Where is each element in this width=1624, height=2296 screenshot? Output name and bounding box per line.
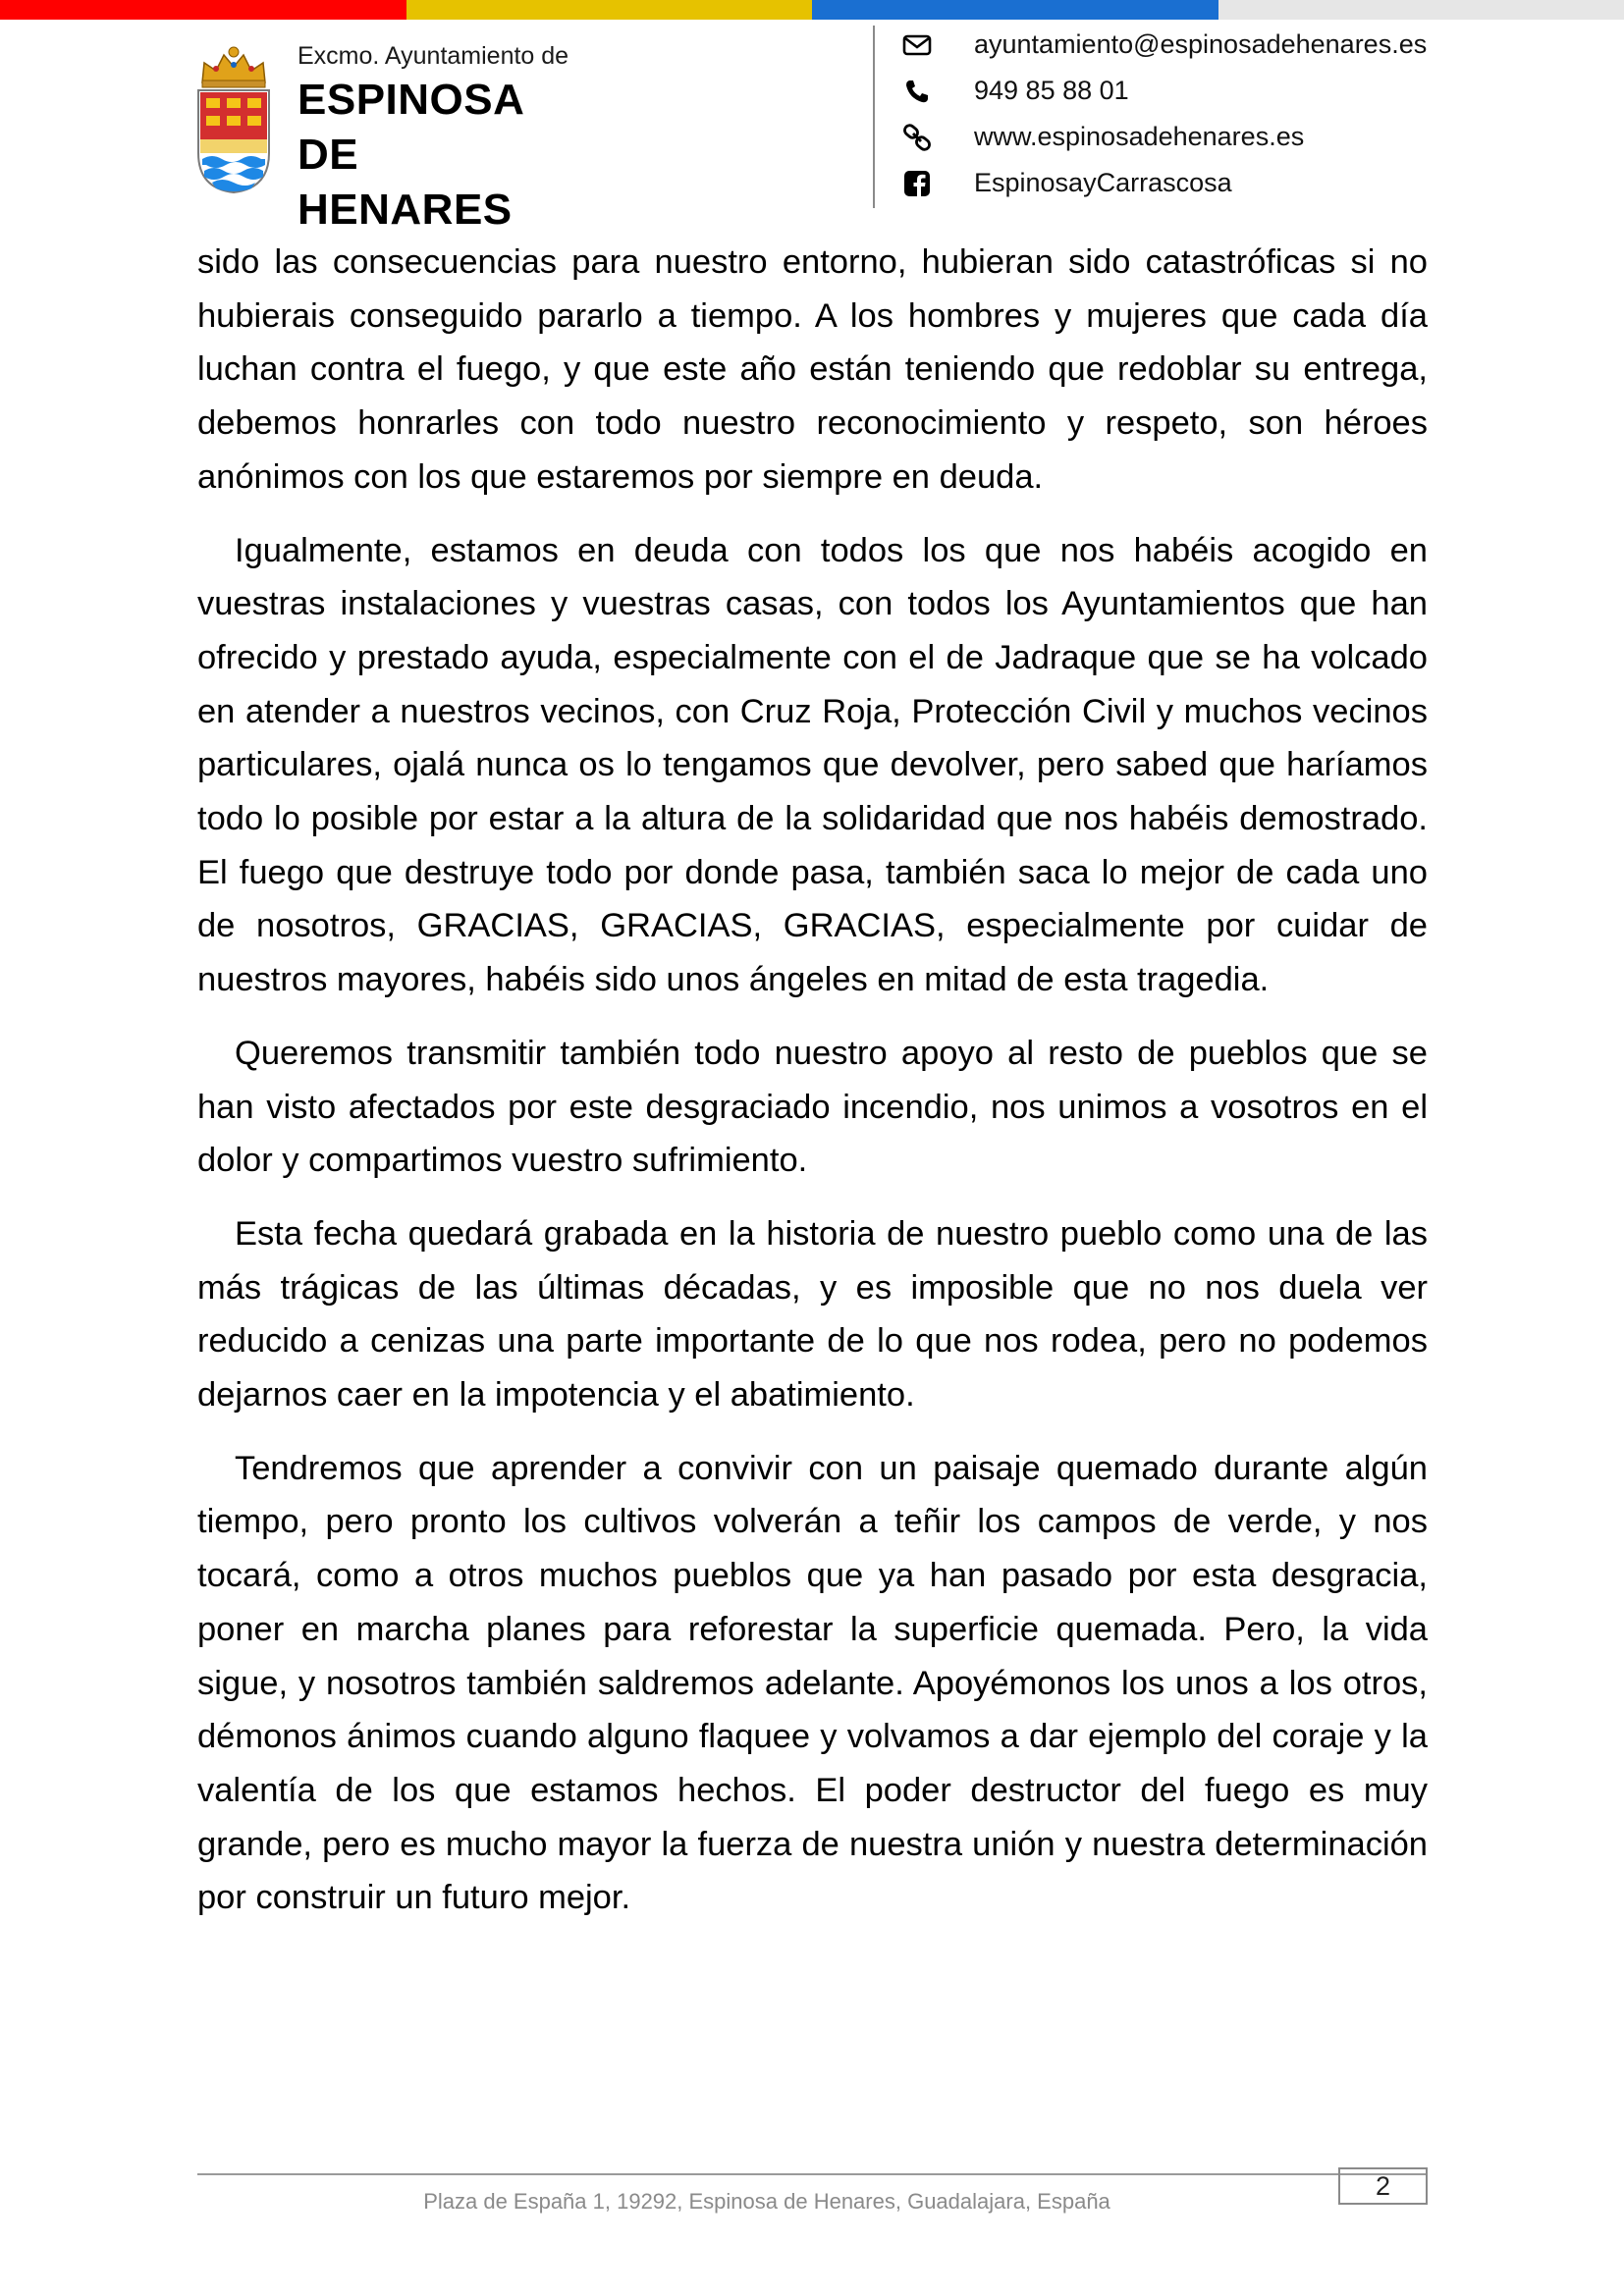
brand-color-bar	[0, 0, 1624, 20]
org-name	[298, 39, 592, 238]
footer-address: Plaza de España 1, 19292, Espinosa de Henares, Guadalajara, España	[423, 2189, 1110, 2214]
page-footer	[197, 2173, 1428, 2213]
coat-of-arms	[194, 45, 273, 194]
paragraph-history: Esta fecha quedará grabada en la historia de nuestro pueblo como una de las más trágicas de las últimas décadas, y es imposible que no nos duela ver reducido a cenizas una parte importante de lo que nos rodea, pero no podemos dejarnos caer en la impotencia y el abatimiento.	[197, 1214, 1428, 1415]
contact-phone[interactable]	[899, 68, 1616, 114]
phone-icon	[899, 75, 935, 108]
contact-list	[899, 22, 1616, 206]
facebook-icon	[899, 167, 935, 200]
brand-stripe-blue	[812, 0, 1218, 20]
letter-body	[197, 236, 1428, 1945]
contact-email-text: ayuntamiento@espinosadehenares.es	[974, 29, 1428, 59]
contact-facebook[interactable]	[899, 160, 1616, 206]
brand-stripe-red	[0, 0, 406, 20]
link-icon	[899, 121, 935, 154]
footer-divider	[197, 2173, 1428, 2175]
contact-facebook-text: EspinosayCarrascosa	[974, 168, 1232, 197]
letterhead	[0, 20, 1624, 234]
org-prefix: Excmo. Ayuntamiento de	[298, 42, 569, 70]
paragraph-future: Tendremos que aprender a convivir con un paisaje quemado durante algún tiempo, pero pronto los cultivos volverán a teñir los campos de verde, y nos tocará, como a otros muchos pueblos que ya han pasado por esta desgracia, poner en marcha planes para reforestar la superficie quemada. Pero, la vida sigue, y nosotros también saldremos adelante. Apoyémonos los unos a los otros, démonos ánimos cuando alguno flaquee y volvamos a dar ejemplo del coraje y la valentía de los que estamos hechos. El poder destructor del fuego es muy grande, pero es mucho mayor la fuerza de nuestra unión y nuestra determinación por construir un futuro mejor.	[197, 1449, 1428, 1917]
org-title-line-1: ESPINOSA DE	[298, 76, 523, 179]
contact-website-text: www.espinosadehenares.es	[974, 122, 1305, 151]
paragraph-continuation: sido las consecuencias para nuestro entorno, hubieran sido catastróficas si no hubierais conseguido pararlo a tiempo. A los hombres y mujeres que cada día luchan contra el fuego, y que este año están teniendo que redoblar su entrega, debemos honrarles con todo nuestro reconocimiento y respeto, son héroes anónimos con los que estaremos por siempre en deuda.	[197, 243, 1428, 496]
brand-stripe-grey	[1218, 0, 1624, 20]
contact-phone-text: 949 85 88 01	[974, 76, 1129, 105]
page-number: 2	[1338, 2167, 1428, 2205]
header-divider	[873, 26, 875, 208]
brand-stripe-yellow	[406, 0, 813, 20]
contact-email[interactable]	[899, 22, 1616, 68]
paragraph-support: Queremos transmitir también todo nuestro apoyo al resto de pueblos que se han visto afectados por este desgraciado incendio, nos unimos a vosotros en el dolor y compartimos vuestro sufrimiento.	[197, 1034, 1428, 1180]
paragraph-gratitude: Igualmente, estamos en deuda con todos los que nos habéis acogido en vuestras instalaciones y vuestras casas, con todos los Ayuntamientos que han ofrecido y prestado ayuda, especialmente con el de Jadraque que se ha volcado en atender a nuestros vecinos, con Cruz Roja, Protección Civil y muchos vecinos particulares, ojalá nunca os lo tengamos que devolver, pero sabed que haríamos todo lo posible por estar a la altura de la solidaridad que nos habéis demostrado. El fuego que destruye todo por donde pasa, también saca lo mejor de cada uno de nosotros, GRACIAS, GRACIAS, GRACIAS, especialmente por cuidar de nuestros mayores, habéis sido unos ángeles en mitad de esta tragedia.	[197, 531, 1428, 999]
envelope-icon	[899, 28, 935, 62]
contact-website[interactable]	[899, 114, 1616, 160]
org-title-line-2: HENARES	[298, 186, 513, 234]
